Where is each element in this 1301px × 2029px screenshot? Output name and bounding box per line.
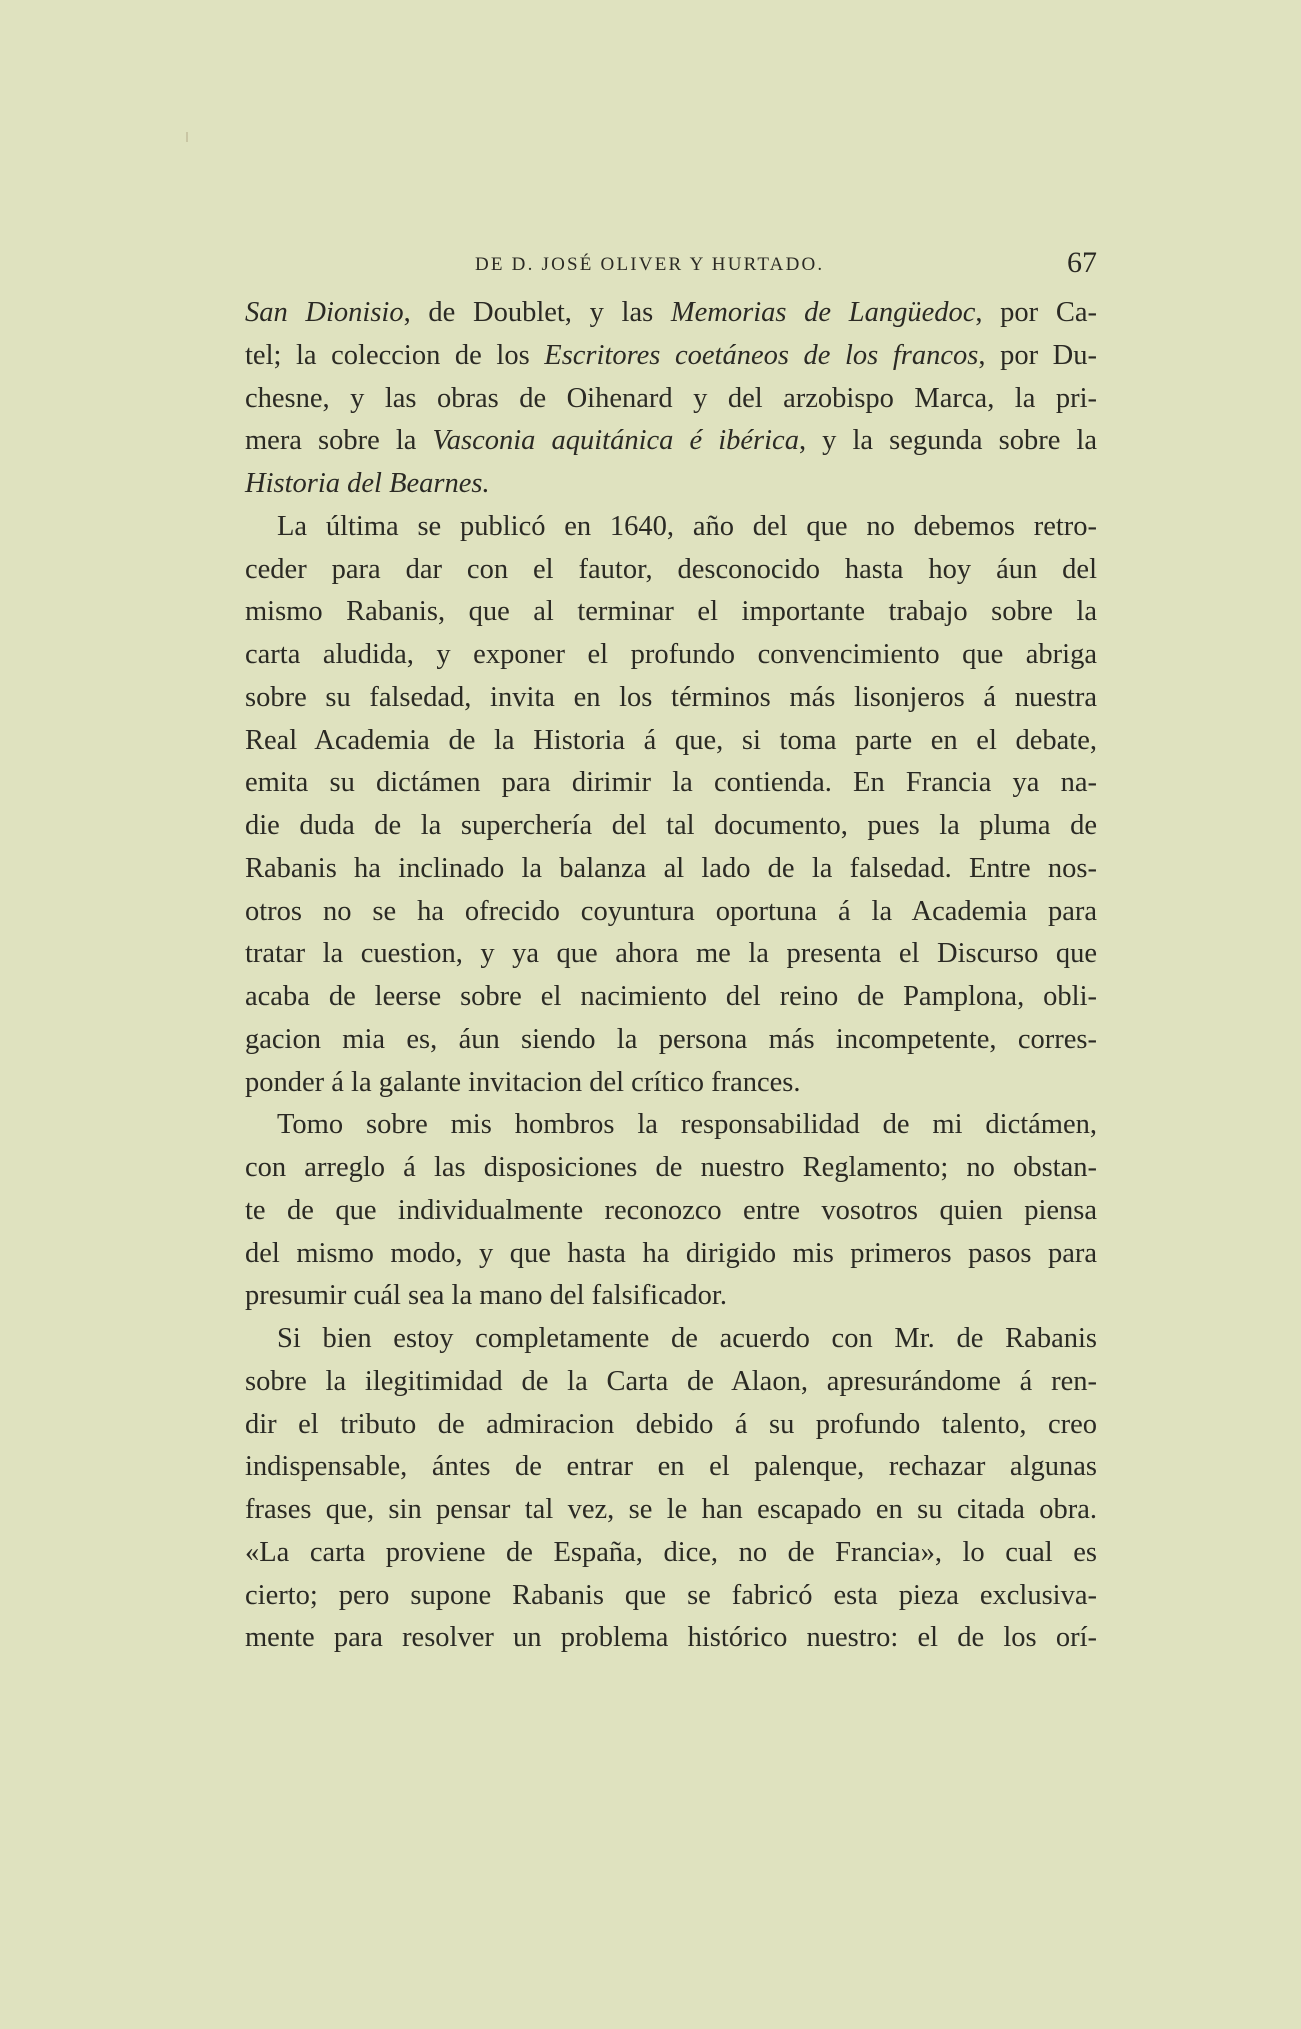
text-segment: acaba de leerse sobre el nacimiento del reino de Pamplona, obli- <box>245 981 1097 1012</box>
text-line <box>245 1104 1097 1147</box>
text-segment: mera sobre la <box>245 425 433 457</box>
text-line <box>245 1233 1097 1276</box>
text-line <box>245 549 1097 592</box>
text-line <box>245 1489 1097 1532</box>
text-line <box>245 1318 1097 1361</box>
text-segment: «La carta proviene de España, dice, no de Francia», lo cual es <box>245 1536 1097 1568</box>
text-line <box>245 335 1097 378</box>
text-segment: , y la segunda sobre la <box>798 425 1097 457</box>
text-segment: ceder para dar con el fautor, desconocido hasta hoy áun del <box>245 553 1097 585</box>
paper-speck <box>186 132 188 142</box>
text-line <box>245 805 1097 848</box>
page-number: 67 <box>1067 246 1097 279</box>
text-segment: emita su dictámen para dirimir la contienda. En Francia ya na- <box>245 767 1097 799</box>
text-line <box>245 1404 1097 1447</box>
text-segment: Si bien estoy completamente de acuerdo con Mr. de Rabanis <box>277 1323 1097 1354</box>
italic-text-segment: Vasconia aquitánica é ibérica <box>432 425 799 457</box>
text-line <box>245 292 1097 335</box>
text-line <box>245 420 1097 463</box>
text-segment: carta aludida, y exponer el profundo convencimiento que abriga <box>245 639 1097 670</box>
text-segment: Tomo sobre mis hombros la responsabilidad de mi dictámen, <box>277 1109 1097 1141</box>
text-line <box>245 1147 1097 1190</box>
text-segment: tel; la coleccion de los <box>245 339 545 371</box>
page-header <box>245 246 1097 286</box>
text-line <box>245 1532 1097 1575</box>
text-segment: gacion mia es, áun siendo la persona más incompetente, corres- <box>245 1023 1097 1055</box>
text-line <box>245 891 1097 934</box>
text-segment: , de Doublet, y las <box>403 297 671 328</box>
text-segment: Rabanis ha inclinado la balanza al lado de la falsedad. Entre nos- <box>245 852 1097 884</box>
text-line <box>245 848 1097 891</box>
text-line <box>245 1575 1097 1618</box>
text-line <box>245 506 1097 549</box>
text-line <box>245 1446 1097 1489</box>
text-segment: die duda de la superchería del tal documento, pues la pluma de <box>245 810 1097 841</box>
text-segment: tratar la cuestion, y ya que ahora me la presenta el Discurso que <box>245 938 1097 970</box>
text-line <box>245 463 1097 506</box>
text-segment: con arreglo á las disposiciones de nuestro Reglamento; no obstan- <box>245 1152 1097 1183</box>
text-line <box>245 1361 1097 1404</box>
text-segment: Real Academia de la Historia á que, si toma parte en el debate, <box>245 724 1097 756</box>
text-line <box>245 976 1097 1019</box>
italic-text-segment: Historia del Bearnes. <box>245 468 490 499</box>
text-segment: dir el tributo de admiracion debido á su profundo talento, creo <box>245 1408 1097 1440</box>
text-segment: frases que, sin pensar tal vez, se le han escapado en su citada obra. <box>245 1494 1097 1525</box>
text-line <box>245 1190 1097 1233</box>
text-segment: ponder á la galante invitacion del crítico frances. <box>245 1066 801 1098</box>
text-line <box>245 591 1097 634</box>
text-segment: mismo Rabanis, que al terminar el importante trabajo sobre la <box>245 596 1097 628</box>
text-segment: sobre la ilegitimidad de la Carta de Alaon, apresurándome á ren- <box>245 1365 1097 1397</box>
italic-text-segment: Memorias de Langüedoc <box>670 297 976 328</box>
text-line <box>245 1019 1097 1062</box>
text-line <box>245 762 1097 805</box>
text-line <box>245 1275 1097 1318</box>
text-line <box>245 677 1097 720</box>
text-segment: mente para resolver un problema histórico nuestro: el de los orí- <box>245 1622 1097 1654</box>
italic-text-segment: Escritores coetáneos de los francos <box>544 339 979 371</box>
text-segment: sobre su falsedad, invita en los términos más lisonjeros á nuestra <box>245 681 1097 713</box>
text-segment: del mismo modo, y que hasta ha dirigido mis primeros pasos para <box>245 1237 1097 1269</box>
running-head: DE D. JOSÉ OLIVER Y HURTADO. <box>475 254 825 275</box>
text-segment: chesne, y las obras de Oihenard y del arzobispo Marca, la pri- <box>245 382 1097 414</box>
text-segment: otros no se ha ofrecido coyuntura oportuna á la Academia para <box>245 895 1097 927</box>
text-segment: indispensable, ántes de entrar en el palenque, rechazar algunas <box>245 1451 1097 1483</box>
text-segment: , por Ca- <box>975 297 1097 328</box>
text-segment: presumir cuál sea la mano del falsificador. <box>245 1280 727 1312</box>
text-line <box>245 720 1097 763</box>
body-text <box>245 292 1097 1660</box>
text-segment: te de que individualmente reconozco entre vosotros quien piensa <box>245 1194 1097 1226</box>
text-segment: cierto; pero supone Rabanis que se fabricó esta pieza exclusiva- <box>245 1579 1097 1611</box>
text-line <box>245 634 1097 677</box>
italic-text-segment: San Dionisio <box>245 297 404 328</box>
text-segment: La última se publicó en 1640, año del que no debemos retro- <box>277 510 1097 542</box>
text-line <box>245 378 1097 421</box>
text-segment: , por Du- <box>978 339 1097 371</box>
text-line <box>245 933 1097 976</box>
text-line <box>245 1617 1097 1660</box>
text-line <box>245 1062 1097 1105</box>
